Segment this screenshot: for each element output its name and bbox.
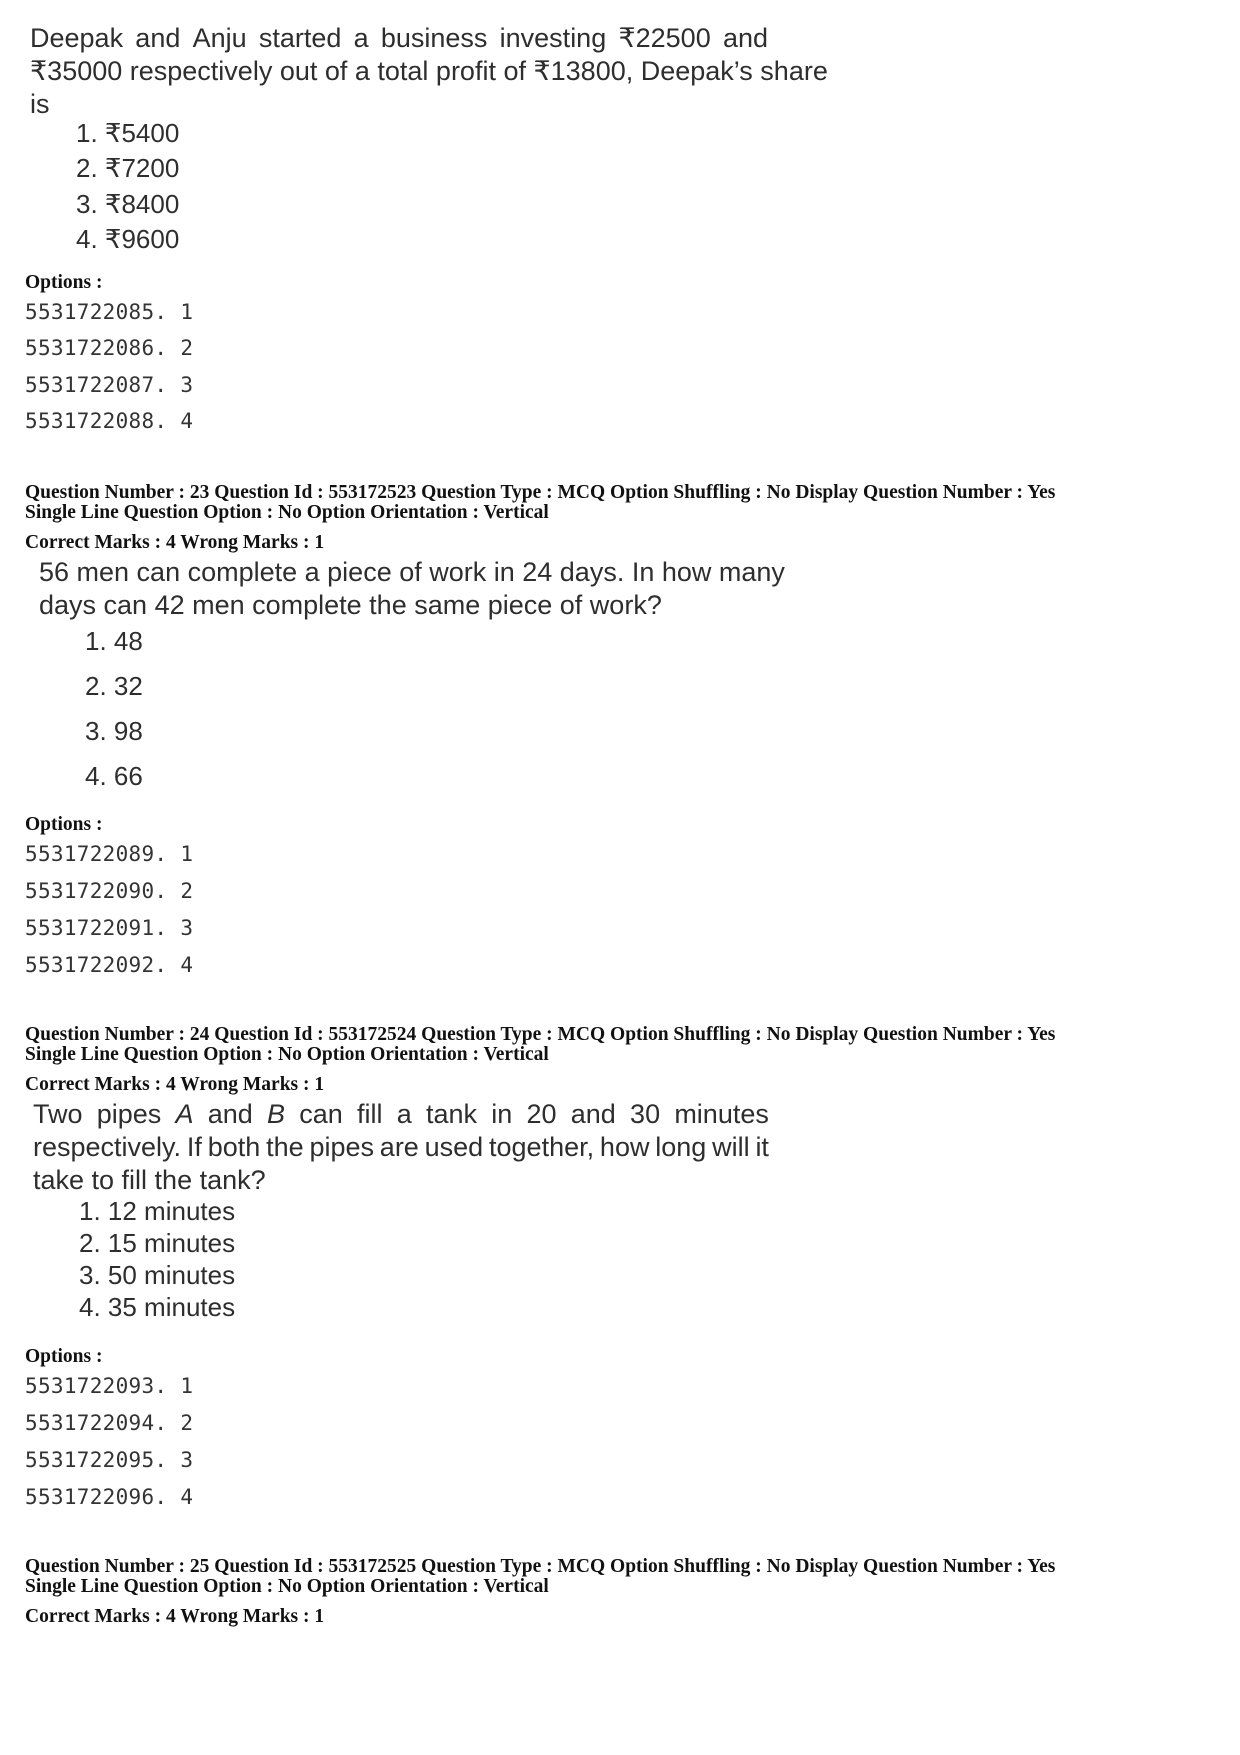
question-22-choice-2: 2. ₹7200 xyxy=(76,153,180,183)
question-24-option-id-3: 5531722095. 3 xyxy=(25,1448,194,1472)
question-22-choice-3: 3. ₹8400 xyxy=(76,189,180,219)
question-23-option-id-1: 5531722089. 1 xyxy=(25,842,194,866)
question-24-choice-1: 1. 12 minutes xyxy=(79,1196,236,1226)
question-23-options-label: Options : xyxy=(25,814,103,835)
question-24-stem-line-1: Two pipes A and B can fill a tank in 20 and 30 minutes xyxy=(33,1099,769,1129)
question-23-option-id-4: 5531722092. 4 xyxy=(25,953,194,977)
question-23-meta-line-2: Single Line Question Option : No Option Orientation : Vertical xyxy=(25,502,549,523)
question-23-meta-line-1: Question Number : 23 Question Id : 553172523 Question Type : MCQ Option Shuffling : No Display Question Number : Yes xyxy=(25,482,1056,503)
question-24-marks: Correct Marks : 4 Wrong Marks : 1 xyxy=(25,1074,325,1095)
question-24-choice-3: 3. 50 minutes xyxy=(79,1260,236,1290)
question-24-meta-line-1: Question Number : 24 Question Id : 553172524 Question Type : MCQ Option Shuffling : No Display Question Number : Yes xyxy=(25,1024,1056,1045)
question-24-meta-line-2: Single Line Question Option : No Option Orientation : Vertical xyxy=(25,1044,549,1065)
question-22-stem-line-2: ₹35000 respectively out of a total profit of ₹13800, Deepak’s share xyxy=(30,56,828,86)
question-25-marks: Correct Marks : 4 Wrong Marks : 1 xyxy=(25,1606,325,1627)
question-24-choice-4: 4. 35 minutes xyxy=(79,1292,236,1322)
question-22-option-id-2: 5531722086. 2 xyxy=(25,336,194,360)
question-22-image xyxy=(30,22,828,121)
question-23-choice-1: 1. 48 xyxy=(85,626,143,656)
question-22-option-id-1: 5531722085. 1 xyxy=(25,300,194,324)
question-24-option-id-2: 5531722094. 2 xyxy=(25,1411,194,1435)
question-23-choice-3: 3. 98 xyxy=(85,716,143,746)
question-22-stem-line-3: is xyxy=(30,89,50,119)
question-22-choice-1: 1. ₹5400 xyxy=(76,118,180,148)
question-22-choice-4: 4. ₹9600 xyxy=(76,224,180,254)
question-25-meta-line-2: Single Line Question Option : No Option Orientation : Vertical xyxy=(25,1576,549,1597)
question-24-option-id-1: 5531722093. 1 xyxy=(25,1374,194,1398)
question-24-choice-2: 2. 15 minutes xyxy=(79,1228,236,1258)
question-22-option-id-3: 5531722087. 3 xyxy=(25,373,194,397)
question-23-stem-line-2: days can 42 men complete the same piece of work? xyxy=(39,590,662,620)
question-23-choice-2: 2. 32 xyxy=(85,671,143,701)
question-24-image xyxy=(33,1098,769,1197)
question-23-option-id-2: 5531722090. 2 xyxy=(25,879,194,903)
question-23-option-id-3: 5531722091. 3 xyxy=(25,916,194,940)
question-22-stem-line-1: Deepak and Anju started a business investing ₹22500 and xyxy=(30,23,768,53)
question-23-stem-line-1: 56 men can complete a piece of work in 24 days. In how many xyxy=(39,557,785,587)
question-24-stem-line-3: take to fill the tank? xyxy=(33,1165,266,1195)
question-22-options-label: Options : xyxy=(25,272,103,293)
question-24-option-id-4: 5531722096. 4 xyxy=(25,1485,194,1509)
question-23-choice-4: 4. 66 xyxy=(85,761,143,791)
question-25-meta-line-1: Question Number : 25 Question Id : 553172525 Question Type : MCQ Option Shuffling : No Display Question Number : Yes xyxy=(25,1556,1056,1577)
question-24-options-label: Options : xyxy=(25,1346,103,1367)
question-22-option-id-4: 5531722088. 4 xyxy=(25,409,194,433)
question-23-image xyxy=(39,556,785,622)
question-23-marks: Correct Marks : 4 Wrong Marks : 1 xyxy=(25,532,325,553)
question-24-stem-line-2: respectively. If both the pipes are used together, how long will it xyxy=(33,1132,769,1162)
